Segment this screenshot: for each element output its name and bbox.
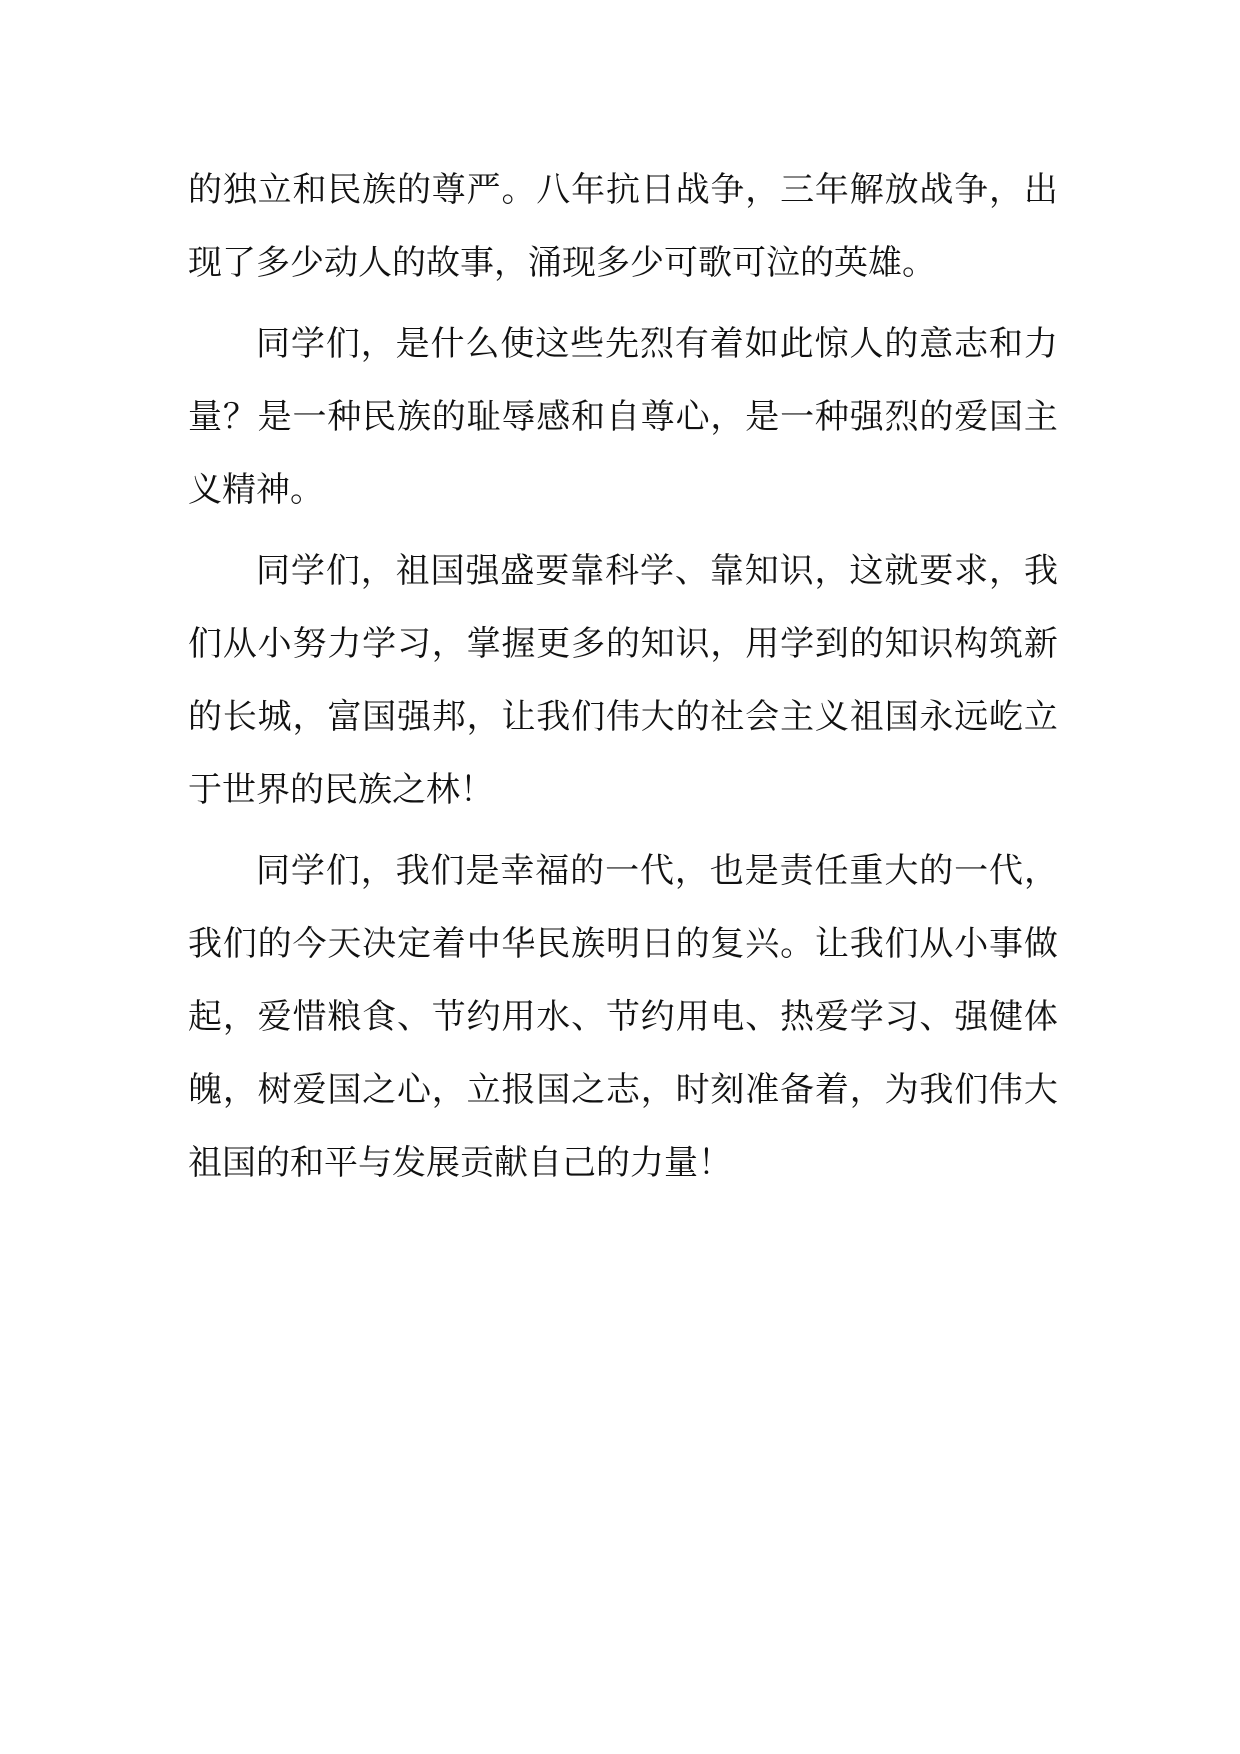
text-line: 魄 ， 树 爱 国 之 心 ， 立 报 国 之 志 ， 时 刻 准 备 着 ， 为 我 们 伟 大	[188, 1070, 1058, 1110]
text-line: 于 世 界 的 民 族 之 林 ！	[188, 770, 494, 810]
text-line: 同 学 们 ， 是 什 么 使 这 些 先 烈 有 着 如 此 惊 人 的 意 志 和 力	[256, 324, 1058, 364]
text-line: 同 学 们 ， 祖 国 强 盛 要 靠 科 学 、 靠 知 识 ， 这 就 要 求 ， 我	[256, 551, 1058, 591]
text-line: 祖 国 的 和 平 与 发 展 贡 献 自 己 的 力 量 ！	[188, 1143, 732, 1183]
text-line: 同 学 们 ， 我 们 是 幸 福 的 一 代 ， 也 是 责 任 重 大 的 一 代 ，	[256, 851, 1058, 891]
text-line: 量 ？ 是 一 种 民 族 的 耻 辱 感 和 自 尊 心 ， 是 一 种 强 烈 的 爱 国 主	[188, 397, 1058, 437]
document-body	[188, 168, 1058, 1214]
text-line: 我 们 的 今 天 决 定 着 中 华 民 族 明 日 的 复 兴 。 让 我 们 从 小 事 做	[188, 924, 1058, 964]
text-line: 义 精 神 。	[188, 470, 324, 510]
text-line: 的 独 立 和 民 族 的 尊 严 。 八 年 抗 日 战 争 ， 三 年 解 放 战 争 ， 出	[188, 170, 1058, 210]
text-line: 的 长 城 ， 富 国 强 邦 ， 让 我 们 伟 大 的 社 会 主 义 祖 国 永 远 屹 立	[188, 697, 1058, 737]
text-line: 们 从 小 努 力 学 习 ， 掌 握 更 多 的 知 识 ， 用 学 到 的 知 识 构 筑 新	[188, 624, 1058, 664]
text-line: 现 了 多 少 动 人 的 故 事 ， 涌 现 多 少 可 歌 可 泣 的 英 雄 。	[188, 243, 936, 283]
text-line: 起 ， 爱 惜 粮 食 、 节 约 用 水 、 节 约 用 电 、 热 爱 学 习 、 强 健 体	[188, 997, 1058, 1037]
